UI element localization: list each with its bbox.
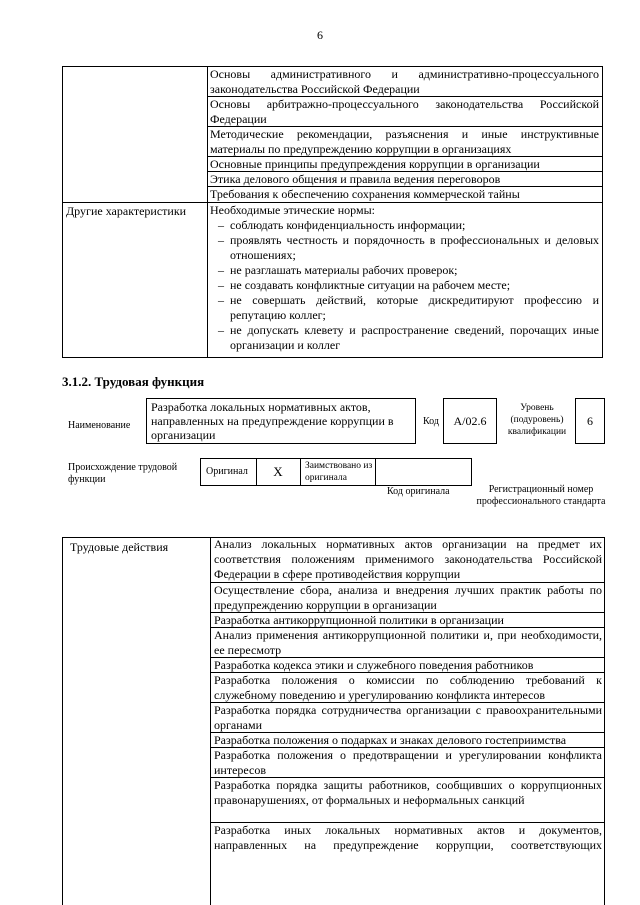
ethics-list [210, 203, 599, 353]
labor-action-row: Осуществление сбора, анализа и внедрения лучших практик работы по предупреждению коррупции в организации [214, 583, 602, 612]
qualification-level: 6 [575, 398, 605, 444]
original-mark: X [273, 464, 283, 479]
ethics-item: – не допускать клевету и распространение сведений, порочащих иные организации и коллег [216, 323, 599, 353]
ethics-intro: Необходимые этические нормы: [210, 203, 375, 217]
level-label: Уровень (подуровень) квалификации [507, 403, 567, 437]
labor-action-row: Разработка положения о комиссии по соблюдению требований к служебному поведению и урегулированию конфликта интересов [214, 673, 602, 702]
labor-action-row: Анализ применения антикоррупционной политики и, при необходимости, ее пересмотр [214, 628, 602, 657]
labor-action-row: Разработка порядка защиты работников, сообщивших о коррупционных правонарушениях, от формальных и неформальных санкций [214, 778, 602, 807]
original-label: Оригинал [206, 466, 248, 477]
function-code: А/02.6 [443, 398, 497, 444]
ethics-item: – не совершать действий, которые дискредитируют профессию и репутацию коллег; [216, 293, 599, 323]
name-label: Наименование [68, 420, 131, 431]
knowledge-row: Основы арбитражно-процессуального законодательства Российской Федерации [210, 97, 599, 126]
labor-action-row: Разработка порядка сотрудничества организации с правоохранительными органами [214, 703, 602, 732]
registration-number-caption: Регистрационный номер профессионального стандарта [476, 484, 606, 507]
knowledge-row: Методические рекомендации, разъяснения и иные инструктивные материалы по предупреждению коррупции в организациях [210, 127, 599, 156]
borrowed-label: Заимствовано из оригинала [305, 461, 373, 483]
labor-action-row: Разработка положения о подарках и знаках делового гостеприимства [214, 733, 567, 747]
ethics-item: – соблюдать конфиденциальность информации; [216, 218, 599, 233]
function-name: Разработка локальных нормативных актов, направленных на предупреждение коррупции в организации [146, 398, 416, 444]
page-number: 6 [317, 28, 323, 42]
section-heading: 3.1.2. Трудовая функция [62, 374, 205, 389]
ethics-item: – не разглашать материалы рабочих проверок; [216, 263, 599, 278]
labor-action-row: Анализ локальных нормативных актов организации на предмет их соответствия положениям применимого законодательства Российской Федерации в сфере противодействия коррупции [214, 537, 602, 581]
other-characteristics-label: Другие характеристики [66, 204, 187, 218]
knowledge-row: Этика делового общения и правила ведения переговоров [210, 172, 501, 186]
labor-actions-label: Трудовые действия [70, 540, 169, 554]
ethics-item: – не создавать конфликтные ситуации на рабочем месте; [216, 278, 599, 293]
original-code-caption: Код оригинала [387, 486, 450, 497]
knowledge-row: Требования к обеспечению сохранения коммерческой тайны [210, 187, 520, 201]
labor-action-row: Разработка положения о предотвращении и урегулировании конфликта интересов [214, 748, 602, 777]
code-label: Код [423, 416, 439, 427]
labor-action-row: Разработка кодекса этики и служебного поведения работников [214, 658, 534, 672]
labor-action-row: Разработка иных локальных нормативных актов и документов, направленных на предупреждение коррупции, соответствующих [214, 823, 602, 852]
knowledge-row: Основы административного и административно-процессуального законодательства Российской Федерации [210, 67, 599, 96]
ethics-item: – проявлять честность и порядочность в профессиональных и деловых отношениях; [216, 233, 599, 263]
origin-label: Происхождение трудовой функции [68, 462, 178, 485]
knowledge-row: Основные принципы предупреждения коррупции в организации [210, 157, 540, 171]
labor-action-row: Разработка антикоррупционной политики в организации [214, 613, 504, 627]
